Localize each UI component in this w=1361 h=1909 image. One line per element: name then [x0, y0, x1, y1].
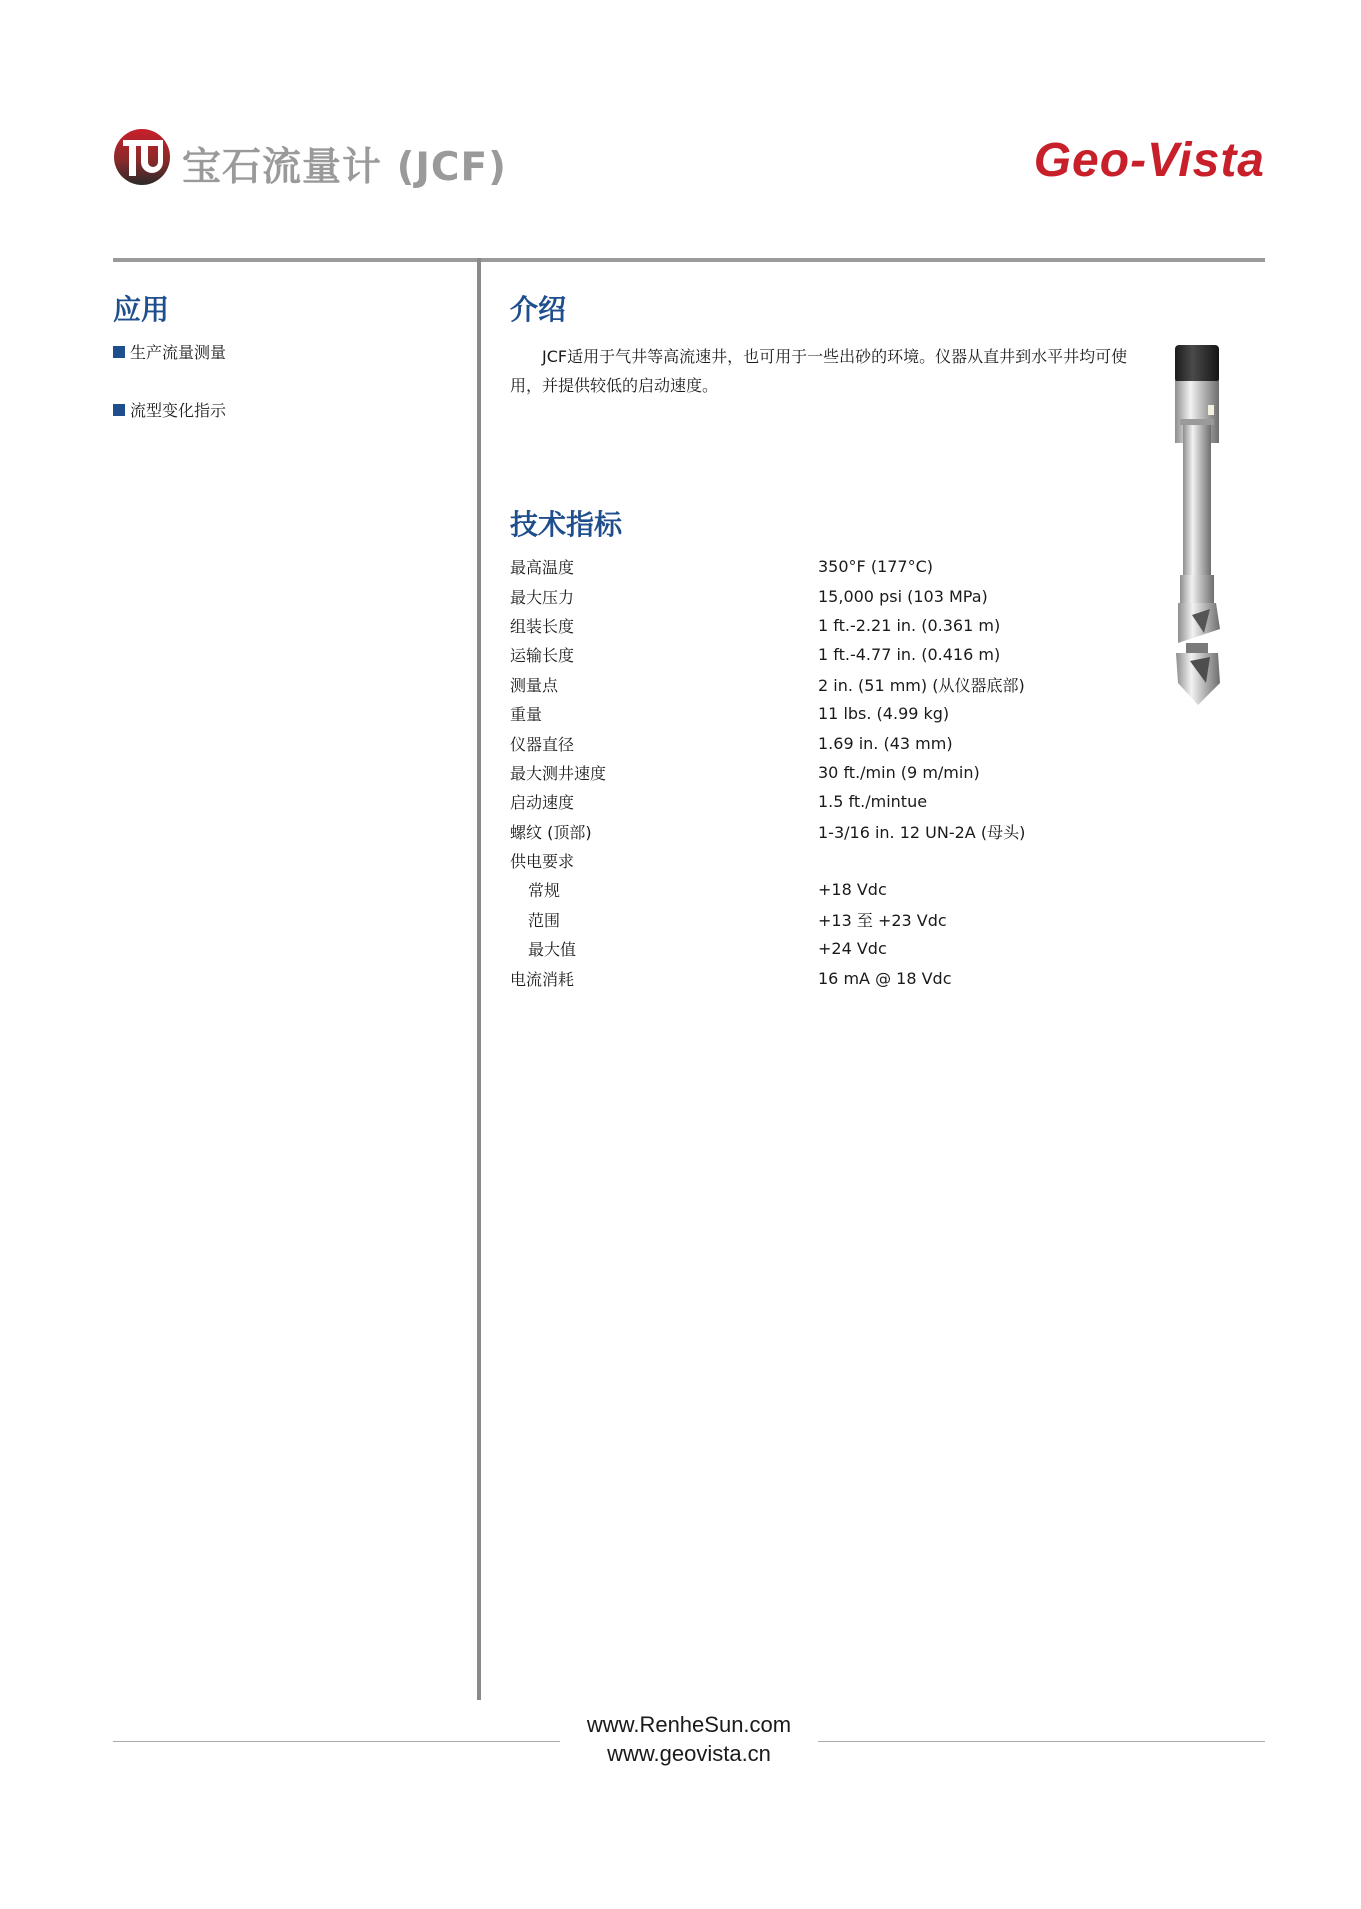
- spec-value: +18 Vdc: [818, 880, 887, 900]
- footer-divider-left: [113, 1741, 560, 1742]
- spec-row: [510, 581, 1070, 610]
- spec-label: 螺纹 (顶部): [510, 822, 592, 842]
- spec-label: 仪器直径: [510, 734, 575, 754]
- spec-value: 15,000 psi (103 MPa): [818, 586, 988, 606]
- document-title: 宝石流量计 (JCF): [182, 145, 507, 190]
- spec-value: 16 mA @ 18 Vdc: [818, 968, 952, 988]
- column-divider: [477, 258, 481, 1700]
- specs-heading: 技术指标: [510, 508, 623, 541]
- spec-label: 最大压力: [510, 587, 575, 607]
- spec-label: 重量: [510, 705, 543, 725]
- spec-row: [510, 699, 1070, 728]
- spec-label: 组装长度: [510, 616, 575, 636]
- spec-row: [510, 963, 1070, 992]
- spec-row: [510, 758, 1070, 787]
- spec-label: 测量点: [510, 675, 559, 695]
- spec-row: [510, 905, 1070, 934]
- spec-value: 1 ft.-2.21 in. (0.361 m): [818, 615, 1001, 635]
- spec-value: 1.69 in. (43 mm): [818, 733, 953, 753]
- spec-value: +13 至 +23 Vdc: [818, 910, 947, 930]
- spec-label: 启动速度: [510, 793, 575, 813]
- spec-row: [510, 846, 1070, 875]
- footer-divider-right: [818, 1741, 1265, 1742]
- spec-label: 最高温度: [510, 558, 575, 578]
- footer-url-renhesun[interactable]: www.RenheSun.com: [586, 1712, 792, 1737]
- spec-row: [510, 670, 1070, 699]
- spec-row: [510, 728, 1070, 757]
- spec-value: 1.5 ft./mintue: [818, 792, 928, 812]
- bullet-square-icon: [113, 346, 125, 358]
- spec-value: 2 in. (51 mm) (从仪器底部): [818, 675, 1025, 695]
- spec-label: 运输长度: [510, 646, 575, 666]
- spec-label: 常规: [528, 881, 561, 901]
- application-item: [113, 340, 226, 363]
- spec-value: 1 ft.-4.77 in. (0.416 m): [818, 645, 1001, 665]
- brand-logo-text: Geo-Vista: [1033, 134, 1265, 187]
- company-logo-icon: [113, 128, 171, 186]
- spec-value: 1-3/16 in. 12 UN-2A (母头): [818, 822, 1026, 842]
- spec-row: [510, 934, 1070, 963]
- spec-value: 350°F (177°C): [818, 557, 934, 577]
- spec-label: 最大测井速度: [510, 763, 607, 783]
- spec-label: 电流消耗: [510, 969, 575, 989]
- spec-row: [510, 611, 1070, 640]
- spec-row: [510, 817, 1070, 846]
- application-item: [113, 398, 226, 421]
- application-item-label: 生产流量测量: [130, 343, 227, 362]
- application-item-label: 流型变化指示: [130, 401, 227, 420]
- spec-label: 供电要求: [510, 852, 575, 872]
- intro-paragraph: JCF适用于气井等高流速井，也可用于一些出砂的环境。仪器从直井到水平井均可使用，并提供较低的启动速度。: [510, 347, 1128, 395]
- applications-heading: 应用: [113, 293, 170, 326]
- spec-value: 30 ft./min (9 m/min): [818, 762, 980, 782]
- spec-row: [510, 552, 1070, 581]
- bullet-square-icon: [113, 404, 125, 416]
- footer-url-geovista[interactable]: www.geovista.cn: [607, 1741, 771, 1766]
- spec-row: [510, 640, 1070, 669]
- spec-row: [510, 787, 1070, 816]
- spec-row: [510, 875, 1070, 904]
- spec-value: +24 Vdc: [818, 939, 887, 959]
- spec-label: 最大值: [528, 940, 577, 960]
- specs-table: [510, 552, 1070, 993]
- spec-label: 范围: [528, 910, 561, 930]
- header-divider: [113, 258, 1265, 262]
- spec-value: 11 lbs. (4.99 kg): [818, 704, 950, 724]
- flowmeter-tool-image: [1170, 343, 1228, 708]
- intro-heading: 介绍: [510, 293, 567, 326]
